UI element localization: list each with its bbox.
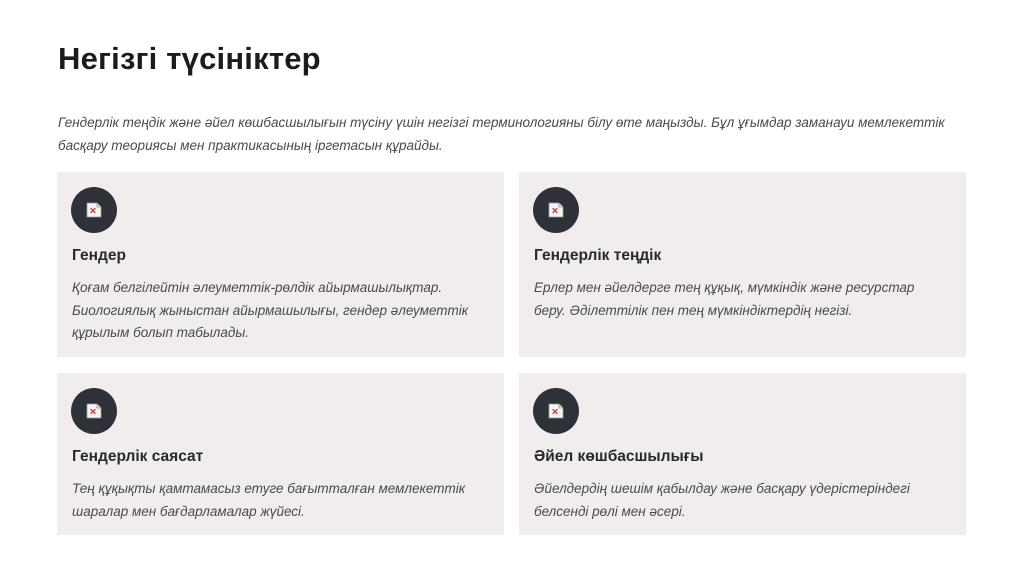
concept-card-gender-policy — [57, 373, 504, 535]
intro-paragraph: Гендерлік теңдік және әйел көшбасшылығын түсіну үшін негізгі терминологияны білу өте маңызды. Бұл ұғымдар заманауи мемлекеттік басқару теориясы мен практикасының іргетасын құрайды. — [58, 115, 945, 153]
card-title: Әйел көшбасшылығы — [534, 448, 704, 465]
card-description: Ерлер мен әйелдерге тең құқық, мүмкіндік және ресурстар беру. Әділеттілік пен тең мүмкіндіктердің негізі. — [534, 280, 915, 318]
concept-card-women-leadership — [519, 373, 966, 535]
card-icon-badge — [533, 388, 579, 434]
broken-image-icon — [85, 402, 103, 420]
card-title: Гендерлік саясат — [72, 448, 204, 465]
card-icon-badge — [71, 187, 117, 233]
card-title: Гендер — [72, 247, 126, 264]
card-icon-badge — [71, 388, 117, 434]
card-title: Гендерлік теңдік — [534, 247, 662, 264]
concept-card-gender-equality — [519, 172, 966, 357]
broken-image-icon — [547, 402, 565, 420]
card-icon-badge — [533, 187, 579, 233]
card-description: Әйелдердің шешім қабылдау және басқару үдерістеріндегі белсенді рөлі мен әсері. — [534, 481, 910, 519]
page-title: Негізгі түсініктер — [58, 41, 321, 76]
broken-image-icon — [85, 201, 103, 219]
concept-card-gender — [57, 172, 504, 357]
card-description: Тең құқықты қамтамасыз етуге бағытталған мемлекеттік шаралар мен бағдарламалар жүйесі. — [72, 481, 466, 519]
broken-image-icon — [547, 201, 565, 219]
card-description: Қоғам белгілейтін әлеуметтік-рөлдік айырмашылықтар. Биологиялық жыныстан айырмашылығы, гендер әлеуметтік құрылым болып табылады. — [72, 280, 469, 340]
